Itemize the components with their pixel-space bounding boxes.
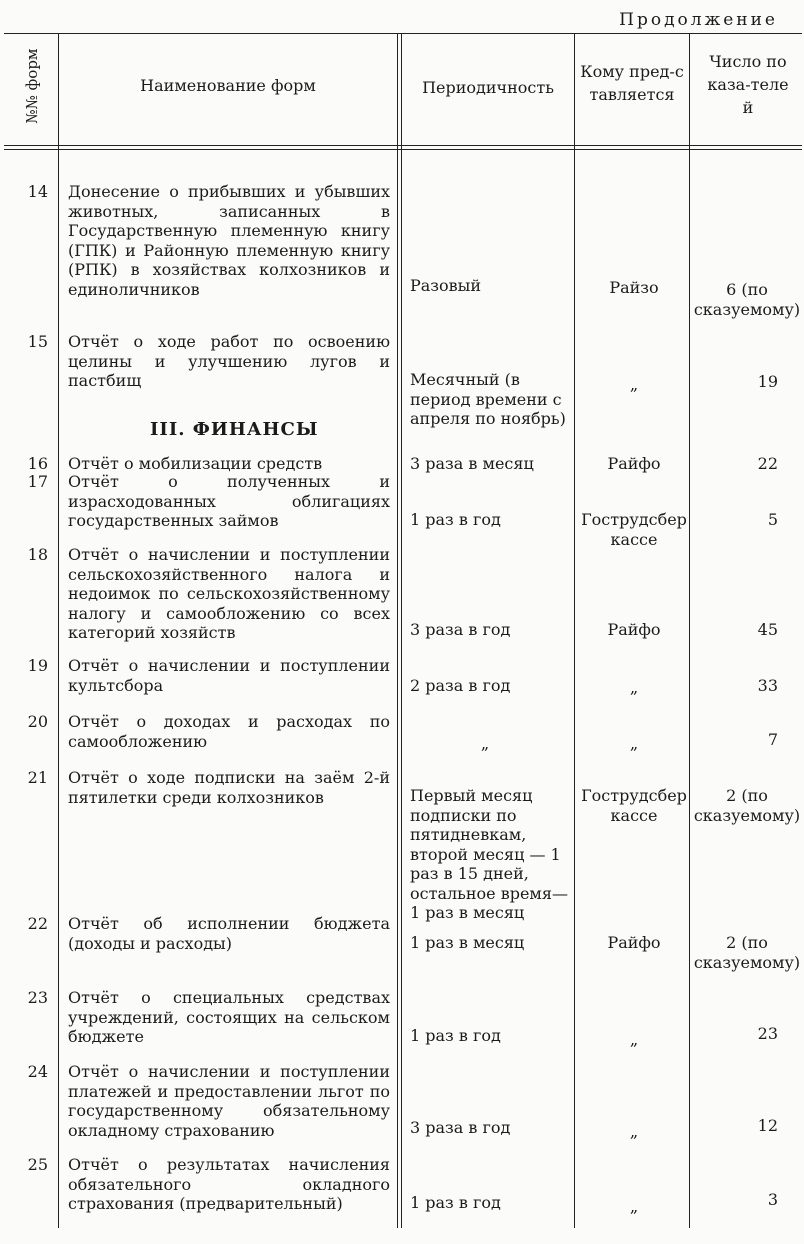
column-divider-name-double xyxy=(401,33,402,1228)
row-period: 3 раза в год xyxy=(410,620,511,639)
header-bottom-rule xyxy=(4,145,802,146)
header-to-whom: Кому пред-ставляется xyxy=(580,62,684,104)
row-count: 33 xyxy=(757,676,778,695)
continuation-label: Продолжение xyxy=(619,10,778,30)
row-num: 20 xyxy=(27,712,48,731)
row-name: Отчёт о начислении и поступлении сельскохозяйственного налога и недоимок по сельскохозяйственному налогу и самообложению со всех категорий хозяйств xyxy=(68,545,390,642)
row-num: 15 xyxy=(27,332,48,351)
row-count: 12 xyxy=(757,1116,778,1135)
row-num: 16 xyxy=(27,454,48,473)
row-count: 7 xyxy=(767,730,778,749)
row-count: 6 (по сказуемому) xyxy=(693,280,801,319)
row-count: 23 xyxy=(757,1024,778,1043)
column-divider-period xyxy=(574,33,575,1228)
row-num: 22 xyxy=(27,914,48,933)
row-name: Отчёт о результатах начисления обязательного окладного страхования (предварительный) xyxy=(68,1155,390,1213)
row-num: 18 xyxy=(27,545,48,564)
row-num: 17 xyxy=(27,472,48,491)
row-to: Гострудсберкассе xyxy=(581,510,687,549)
row-to: Райфо xyxy=(607,620,661,639)
row-period: Разовый xyxy=(410,276,482,295)
row-to: „ xyxy=(629,1122,639,1141)
row-to: „ xyxy=(629,678,639,697)
row-to: „ xyxy=(629,734,639,753)
row-num: 14 xyxy=(27,182,48,201)
column-divider-num xyxy=(58,33,59,1228)
row-name: Отчёт об исполнении бюджета (доходы и расходы) xyxy=(68,914,390,953)
table-top-rule xyxy=(4,33,802,34)
row-name: Отчёт о полученных и израсходованных облигациях государственных займов xyxy=(68,472,390,530)
row-count: 22 xyxy=(757,454,778,473)
row-count: 3 xyxy=(767,1190,778,1209)
row-count: 5 xyxy=(767,510,778,529)
row-count: 2 (по сказуемому) xyxy=(693,786,801,825)
row-name: Отчёт о начислении и поступлении платежей и предоставлении льгот по государственному обязательному окладному страхованию xyxy=(68,1062,390,1140)
header-periodicity: Периодичность xyxy=(422,78,554,97)
row-name: Отчёт о начислении и поступлении культсбора xyxy=(68,656,390,695)
row-period: 1 раз в год xyxy=(410,1193,501,1212)
row-name: Отчёт о доходах и расходах по самообложению xyxy=(68,712,390,751)
row-count: 45 xyxy=(757,620,778,639)
header-name: Наименование форм xyxy=(140,76,316,95)
header-num: №№ форм xyxy=(23,48,41,124)
row-num: 23 xyxy=(27,988,48,1007)
row-name: Отчёт о ходе работ по освоению целины и улучшению лугов и пастбищ xyxy=(68,332,390,390)
row-name: Отчёт о ходе подписки на заём 2-й пятилетки среди колхозников xyxy=(68,768,390,807)
header-count: Число показа-телей xyxy=(707,52,789,117)
section-title-finance: III. ФИНАНСЫ xyxy=(150,419,319,440)
row-to: „ xyxy=(629,375,639,394)
row-period: 2 раза в год xyxy=(410,676,511,695)
row-name: Донесение о прибывших и убывших животных, записанных в Государственную племенную книгу (ГПК) и Районную племенную книгу (РПК) в хозяйствах колхозников и единоличников xyxy=(68,182,390,299)
row-name: Отчёт о мобилизации средств xyxy=(68,454,323,473)
row-period: 3 раза в год xyxy=(410,1118,511,1137)
column-divider-to xyxy=(689,33,690,1228)
row-name: Отчёт о специальных средствах учреждений, состоящих на сельском бюджете xyxy=(68,988,390,1046)
row-to: „ xyxy=(629,1030,639,1049)
row-count: 2 (по сказуемому) xyxy=(693,933,801,972)
header-bottom-rule-2 xyxy=(4,149,802,150)
row-to: Райфо xyxy=(607,933,661,952)
row-to: „ xyxy=(629,1197,639,1216)
row-period: Месячный (в период времени с апреля по ноябрь) xyxy=(410,370,566,428)
row-count: 19 xyxy=(757,372,778,391)
row-to: Райзо xyxy=(609,278,659,297)
row-period: 1 раз в месяц xyxy=(410,933,525,952)
row-period: Первый месяц подписки по пятидневкам, второй месяц — 1 раз в 15 дней, остальное время—1 раз в месяц xyxy=(410,786,568,922)
row-to: Гострудсберкассе xyxy=(581,786,687,825)
row-num: 24 xyxy=(27,1062,48,1081)
column-divider-name xyxy=(397,33,398,1228)
row-period: „ xyxy=(480,734,490,753)
row-period: 1 раз в год xyxy=(410,1026,501,1045)
row-period: 3 раза в месяц xyxy=(410,454,534,473)
row-num: 19 xyxy=(27,656,48,675)
row-period: 1 раз в год xyxy=(410,510,501,529)
row-num: 25 xyxy=(27,1155,48,1174)
row-num: 21 xyxy=(27,768,48,787)
row-to: Райфо xyxy=(607,454,661,473)
